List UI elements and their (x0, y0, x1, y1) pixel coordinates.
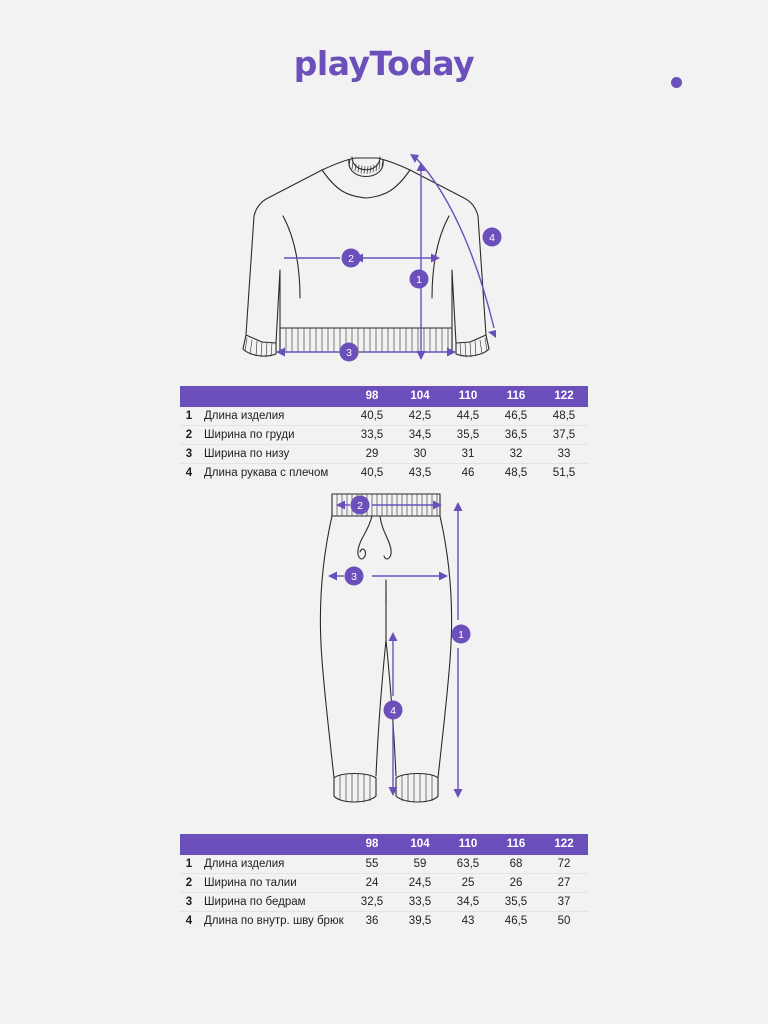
cell-98: 33,5 (348, 426, 396, 445)
cell-116: 32 (492, 445, 540, 464)
row-measure-name: Ширина по низу (198, 445, 348, 464)
table-row (180, 855, 588, 874)
sweatshirt-illustration (0, 130, 768, 380)
header-size-104: 104 (410, 390, 430, 402)
table-row (180, 426, 588, 445)
header-measure (198, 834, 348, 855)
marker-1-sweatshirt-label: 1 (416, 274, 422, 286)
cell-116: 48,5 (504, 467, 528, 479)
cell-116: 68 (492, 855, 540, 874)
row-index: 1 (180, 407, 198, 426)
cell-122: 50 (557, 915, 571, 927)
header-size-98: 98 (365, 390, 379, 402)
cell-110: 25 (444, 874, 492, 893)
row-index: 4 (185, 467, 193, 479)
cell-104: 34,5 (396, 426, 444, 445)
cell-110: 44,5 (444, 407, 492, 426)
cell-104: 39,5 (408, 915, 432, 927)
pants-size-table (180, 834, 588, 930)
brand-logo (0, 44, 768, 83)
cell-110: 43 (461, 915, 475, 927)
header-measure (198, 386, 348, 407)
marker-3-sweatshirt-label: 3 (346, 347, 352, 359)
cell-98: 32,5 (348, 893, 396, 912)
table-row (180, 874, 588, 893)
cell-122: 51,5 (552, 467, 576, 479)
cell-110: 31 (444, 445, 492, 464)
sweatshirt-table-body (180, 407, 588, 482)
header-size-110: 110 (458, 838, 478, 850)
cell-98: 40,5 (360, 467, 384, 479)
marker-1-pants-label: 1 (458, 629, 464, 641)
marker-3-pants-label: 3 (351, 571, 357, 583)
marker-2-pants-label: 2 (357, 500, 363, 512)
cell-98: 29 (348, 445, 396, 464)
header-size-116: 116 (506, 390, 526, 402)
cell-104: 24,5 (396, 874, 444, 893)
pants-illustration (0, 480, 768, 830)
cell-116: 36,5 (492, 426, 540, 445)
row-measure-name: Ширина по талии (198, 874, 348, 893)
pants-table-header (180, 834, 588, 855)
marker-2-sweatshirt-label: 2 (348, 253, 354, 265)
table-row (180, 912, 588, 931)
cell-110: 63,5 (444, 855, 492, 874)
row-measure-name: Ширина по груди (198, 426, 348, 445)
cell-110: 35,5 (444, 426, 492, 445)
cell-98: 55 (348, 855, 396, 874)
header-size-122: 122 (554, 390, 574, 402)
row-measure-name: Длина по внутр. шву брюк (204, 915, 344, 927)
cell-98: 24 (348, 874, 396, 893)
cell-122: 33 (540, 445, 588, 464)
header-index (180, 834, 198, 855)
row-index: 2 (180, 426, 198, 445)
marker-4-sweatshirt-label: 4 (489, 232, 495, 244)
cell-98: 36 (365, 915, 379, 927)
header-size-98: 98 (365, 838, 379, 850)
sweatshirt-table-header (180, 386, 588, 407)
table-row (180, 445, 588, 464)
cell-104: 42,5 (396, 407, 444, 426)
cell-122: 27 (540, 874, 588, 893)
header-size-116: 116 (506, 838, 526, 850)
row-index: 3 (180, 893, 198, 912)
row-index: 3 (180, 445, 198, 464)
brand-logo-text: playToday (293, 44, 475, 83)
cell-104: 33,5 (396, 893, 444, 912)
cell-116: 46,5 (504, 915, 528, 927)
cell-122: 37,5 (540, 426, 588, 445)
row-index: 2 (180, 874, 198, 893)
cell-116: 46,5 (492, 407, 540, 426)
header-size-122: 122 (554, 838, 574, 850)
row-measure-name: Ширина по бедрам (198, 893, 348, 912)
row-measure-name: Длина изделия (198, 855, 348, 874)
header-index (180, 386, 198, 407)
row-index: 4 (185, 915, 193, 927)
marker-4-pants-label: 4 (390, 705, 396, 717)
cell-122: 37 (540, 893, 588, 912)
row-measure-name: Длина изделия (198, 407, 348, 426)
row-index: 1 (180, 855, 198, 874)
cell-104: 43,5 (408, 467, 432, 479)
table-header-row (180, 386, 588, 407)
table-row (180, 407, 588, 426)
table-row (180, 893, 588, 912)
cell-104: 30 (396, 445, 444, 464)
cell-116: 26 (492, 874, 540, 893)
sweatshirt-size-table (180, 386, 588, 482)
cell-98: 40,5 (348, 407, 396, 426)
cell-104: 59 (396, 855, 444, 874)
cell-122: 48,5 (540, 407, 588, 426)
row-measure-name: Длина рукава с плечом (204, 467, 329, 479)
table-header-row (180, 834, 588, 855)
cell-110: 34,5 (444, 893, 492, 912)
cell-110: 46 (461, 467, 475, 479)
header-size-104: 104 (410, 838, 430, 850)
pants-table-body (180, 855, 588, 930)
cell-122: 72 (540, 855, 588, 874)
brand-logo-dot (671, 77, 682, 88)
header-size-110: 110 (458, 390, 478, 402)
cell-116: 35,5 (492, 893, 540, 912)
